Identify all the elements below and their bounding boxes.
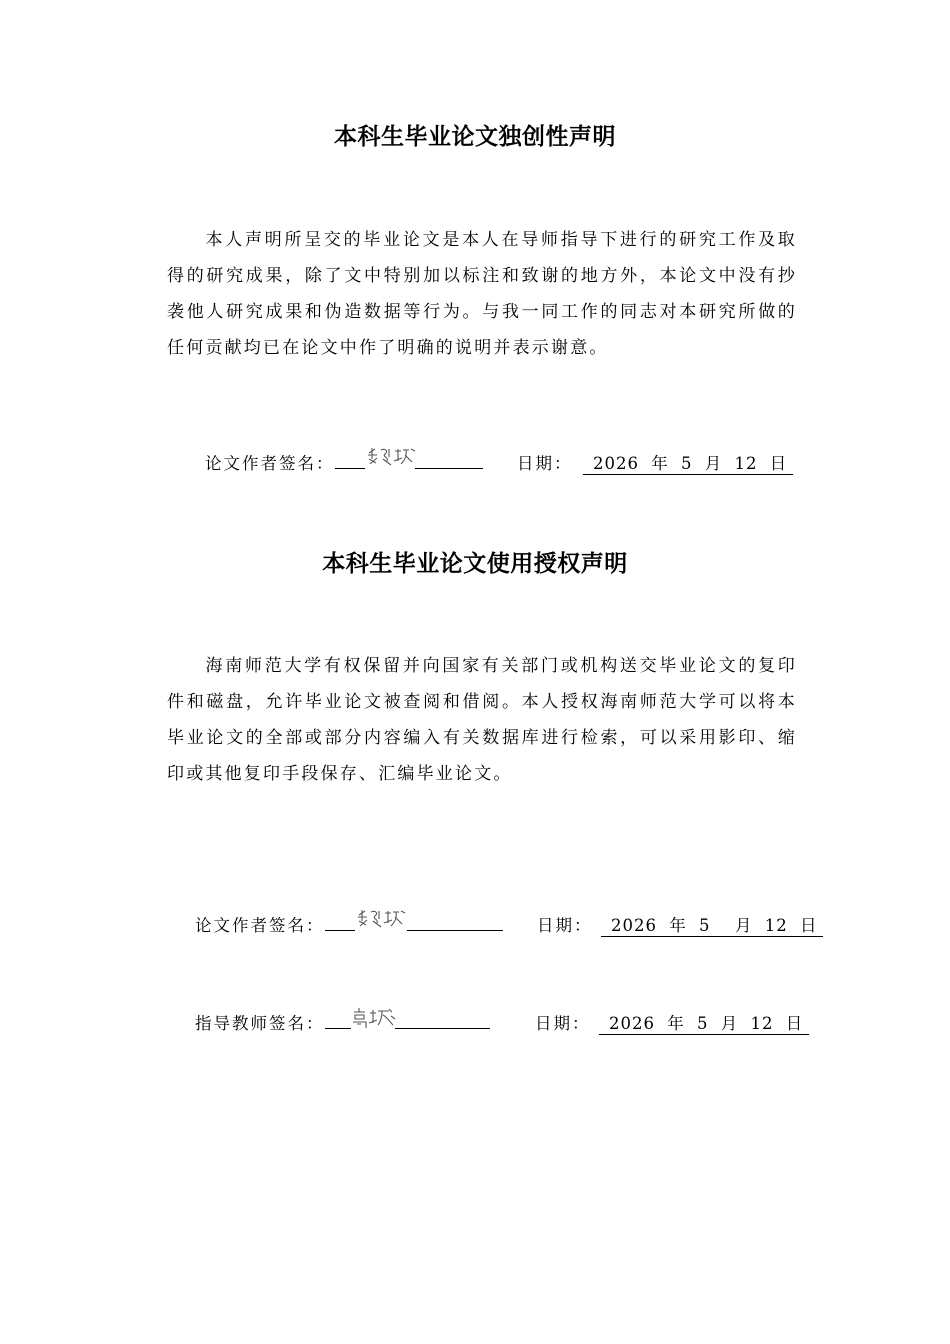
originality-signature-row	[205, 450, 788, 478]
author-sign-label: 论文作者签名：	[195, 916, 325, 935]
date-value: 2026 年 5 月 12 日	[601, 912, 823, 937]
author-sign-label: 论文作者签名：	[205, 454, 335, 473]
date-label: 日期：	[537, 916, 593, 935]
authorization-title: 本科生毕业论文使用授权声明	[322, 551, 628, 577]
authorization-body: 海南师范大学有权保留并向国家有关部门或机构送交毕业论文的复印件和磁盘，允许毕业论文被查阅和借阅。本人授权海南师范大学可以将本毕业论文的全部或部分内容编入有关数据库进行检索，可以采用影印、缩印或其他复印手段保存、汇编毕业论文。	[167, 656, 797, 784]
signature-underline	[415, 450, 483, 469]
signature-underline	[407, 912, 503, 931]
authorization-paragraph	[167, 648, 797, 792]
signature-underline	[395, 1010, 490, 1029]
advisor-sign-label: 指导教师签名：	[195, 1014, 325, 1033]
authorization-author-signature-row	[195, 912, 818, 940]
signature-underline	[325, 912, 355, 931]
date-label: 日期：	[535, 1014, 591, 1033]
authorization-advisor-signature-row	[195, 1010, 805, 1038]
handwritten-signature-icon	[355, 907, 409, 935]
handwritten-signature-icon	[351, 1005, 399, 1033]
date-value: 2026 年 5 月 12 日	[599, 1010, 809, 1035]
date-label: 日期：	[517, 454, 573, 473]
handwritten-signature-icon	[365, 445, 419, 473]
originality-body: 本人声明所呈交的毕业论文是本人在导师指导下进行的研究工作及取得的研究成果，除了文中特别加以标注和致谢的地方外，本论文中没有抄袭他人研究成果和伪造数据等行为。与我一同工作的同志对本研究所做的任何贡献均已在论文中作了明确的说明并表示谢意。	[167, 230, 797, 358]
originality-paragraph	[167, 222, 797, 366]
date-value: 2026 年 5 月 12 日	[583, 450, 793, 475]
originality-title: 本科生毕业论文独创性声明	[334, 124, 616, 150]
signature-underline	[335, 450, 365, 469]
signature-underline	[325, 1010, 351, 1029]
